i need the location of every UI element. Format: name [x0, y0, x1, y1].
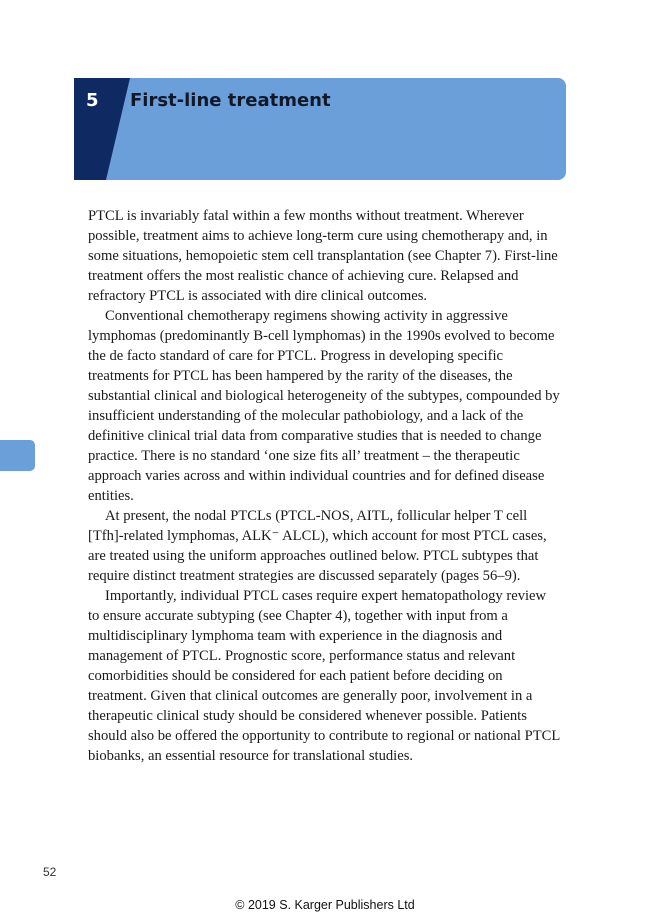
chapter-banner	[74, 78, 566, 180]
page-number: 52	[43, 865, 57, 879]
paragraph: At present, the nodal PTCLs (PTCL-NOS, AITL, follicular helper T cell [Tfh]-related lymphomas, ALK⁻ ALCL), which account for most PTCL cases, are treated using the uniform approaches outlined below. PTCL subtypes that require distinct treatment strategies are discussed separately (pages 56–9).	[88, 508, 547, 584]
paragraph: Importantly, individual PTCL cases require expert hematopathology review to ensure accurate subtyping (see Chapter 4), together with input from a multidisciplinary lymphoma team with experience in the diagnosis and management of PTCL. Prognostic score, performance status and relevant comorbidities should be considered for each patient before deciding on treatment. Given that clinical outcomes are generally poor, involvement in a therapeutic clinical study should be considered whenever possible. Patients should also be offered the opportunity to contribute to regional or national PTCL biobanks, an essential resource for translational studies.	[88, 588, 560, 764]
chapter-title: First-line treatment	[130, 90, 331, 111]
paragraph: PTCL is invariably fatal within a few months without treatment. Wherever possible, treatment aims to achieve long-term cure using chemotherapy and, in some situations, hemopoietic stem cell transplantation (see Chapter 7). First-line treatment offers the most realistic chance of achieving cure. Relapsed and refractory PTCL is associated with dire clinical outcomes.	[88, 208, 558, 304]
paragraph: Conventional chemotherapy regimens showing activity in aggressive lymphomas (predominantly B-cell lymphomas) in the 1990s evolved to become the de facto standard of care for PTCL. Progress in developing specific treatments for PTCL has been hampered by the rarity of the diseases, the substantial clinical and biological heterogeneity of the subtypes, compounded by insufficient understanding of the molecular pathobiology, and a lack of the definitive clinical trial data from comparative studies that is needed to change practice. There is no standard ‘one size fits all’ treatment – the therapeutic approach varies across and within individual countries and for defined disease entities.	[88, 308, 560, 504]
copyright-notice: © 2019 S. Karger Publishers Ltd	[235, 898, 415, 912]
chapter-number-block	[74, 78, 130, 180]
body-text	[88, 206, 560, 766]
side-tab-marker	[0, 440, 35, 471]
chapter-number: 5	[86, 90, 99, 111]
